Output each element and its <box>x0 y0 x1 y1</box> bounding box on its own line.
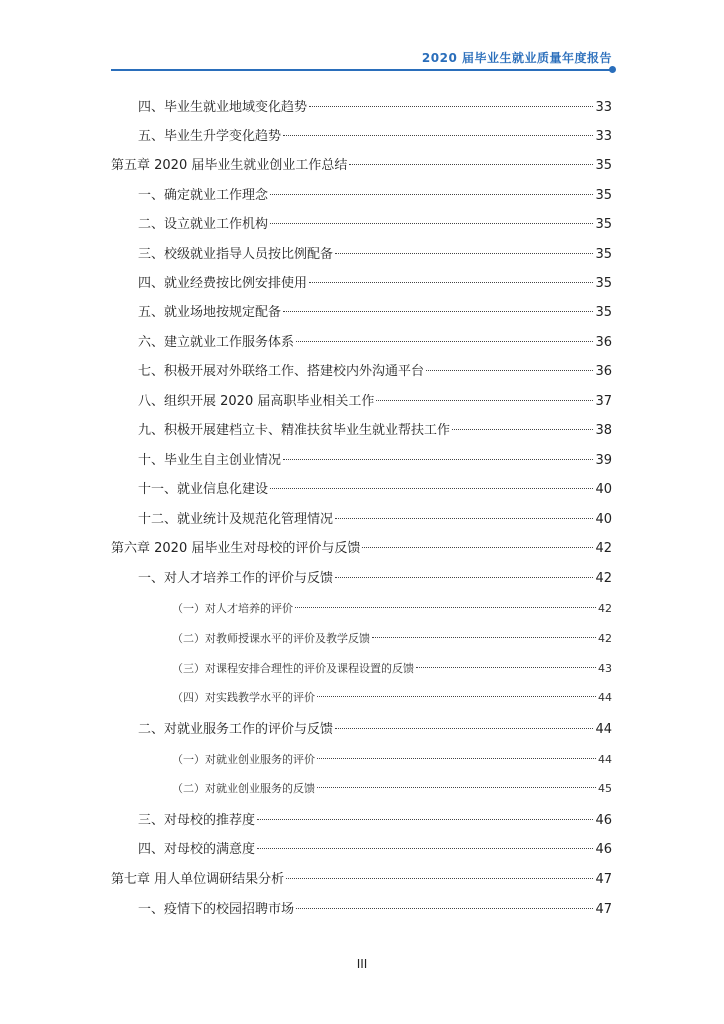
toc-entry-label: （一）对就业创业服务的评价 <box>172 753 315 766</box>
toc-entry-label: 十二、就业统计及规范化管理情况 <box>138 512 334 527</box>
toc-entry-page: 36 <box>595 335 612 350</box>
toc-entry[interactable] <box>138 360 612 379</box>
toc-entry-label: 四、毕业生就业地域变化趋势 <box>138 100 308 115</box>
toc-leader <box>309 106 593 107</box>
toc-entry-page: 36 <box>595 364 612 379</box>
toc-entry[interactable] <box>138 478 612 497</box>
toc-entry-page: 40 <box>595 482 612 497</box>
toc-entry[interactable] <box>111 868 612 887</box>
toc-entry-page: 46 <box>595 842 612 857</box>
toc-leader <box>270 194 593 195</box>
toc-leader <box>257 848 593 849</box>
toc-entry-page: 42 <box>598 632 612 645</box>
toc-entry-page: 42 <box>598 602 612 615</box>
toc-entry[interactable] <box>138 419 612 438</box>
toc-entry[interactable] <box>138 809 612 828</box>
toc-entry-page: 38 <box>595 423 612 438</box>
toc-leader <box>335 518 593 519</box>
toc-entry[interactable] <box>138 390 612 409</box>
toc-entry-page: 35 <box>595 247 612 262</box>
toc-entry-page: 35 <box>595 305 612 320</box>
toc-leader <box>372 637 596 638</box>
toc-leader <box>335 577 593 578</box>
toc-entry-label: 五、毕业生升学变化趋势 <box>138 129 282 144</box>
toc-leader <box>335 253 593 254</box>
toc-leader <box>416 667 596 668</box>
toc-entry-label: 四、对母校的满意度 <box>138 842 256 857</box>
toc-leader <box>317 758 596 759</box>
toc-entry-label: 一、疫情下的校园招聘市场 <box>138 902 295 917</box>
toc-entry-page: 37 <box>595 394 612 409</box>
toc-entry-page: 35 <box>595 276 612 291</box>
toc-entry-page: 39 <box>595 453 612 468</box>
toc-entry-label: （二）对就业创业服务的反馈 <box>172 782 315 795</box>
toc-entry-label: 四、就业经费按比例安排使用 <box>138 276 308 291</box>
toc-entry-label: 七、积极开展对外联络工作、搭建校内外沟通平台 <box>138 364 425 379</box>
toc-entry-page: 33 <box>595 100 612 115</box>
toc-entry-label: 第五章 2020 届毕业生就业创业工作总结 <box>111 158 348 173</box>
toc-entry-label: 二、对就业服务工作的评价与反馈 <box>138 722 334 737</box>
toc-leader <box>270 223 593 224</box>
toc-entry[interactable] <box>172 630 612 646</box>
toc-entry-page: 45 <box>598 782 612 795</box>
toc-entry[interactable] <box>138 96 612 115</box>
toc-entry-page: 43 <box>598 662 612 675</box>
toc-entry-page: 44 <box>598 753 612 766</box>
toc-entry-page: 35 <box>595 217 612 232</box>
toc-entry-page: 35 <box>595 158 612 173</box>
toc-leader <box>296 908 593 909</box>
toc-leader <box>362 547 593 548</box>
toc-entry-label: 三、对母校的推荐度 <box>138 813 256 828</box>
toc-entry[interactable] <box>138 718 612 737</box>
toc-entry[interactable] <box>172 689 612 705</box>
toc-leader <box>349 164 593 165</box>
toc-entry-page: 35 <box>595 188 612 203</box>
toc-entry[interactable] <box>138 567 612 586</box>
toc-entry[interactable] <box>172 751 612 767</box>
toc-entry[interactable] <box>138 508 612 527</box>
toc-entry-label: 第六章 2020 届毕业生对母校的评价与反馈 <box>111 541 361 556</box>
toc-entry-label: 三、校级就业指导人员按比例配备 <box>138 247 334 262</box>
toc-entry-label: （三）对课程安排合理性的评价及课程设置的反馈 <box>172 662 414 675</box>
toc-entry[interactable] <box>138 213 612 232</box>
toc-entry[interactable] <box>111 154 612 173</box>
toc-entry-label: 十一、就业信息化建设 <box>138 482 269 497</box>
toc-leader <box>283 459 593 460</box>
toc-entry-label: 五、就业场地按规定配备 <box>138 305 282 320</box>
toc-leader <box>309 282 593 283</box>
toc-entry-page: 42 <box>595 541 612 556</box>
toc-entry-label: 十、毕业生自主创业情况 <box>138 453 282 468</box>
toc-entry-page: 47 <box>595 872 612 887</box>
toc-entry-label: 二、设立就业工作机构 <box>138 217 269 232</box>
toc-entry-page: 33 <box>595 129 612 144</box>
toc-entry-label: 六、建立就业工作服务体系 <box>138 335 295 350</box>
toc-leader <box>296 341 593 342</box>
toc-entry-label: 九、积极开展建档立卡、精准扶贫毕业生就业帮扶工作 <box>138 423 451 438</box>
toc-leader <box>335 728 593 729</box>
toc-entry[interactable] <box>138 838 612 857</box>
toc-entry[interactable] <box>138 243 612 262</box>
toc-entry-label: 八、组织开展 2020 届高职毕业相关工作 <box>138 394 375 409</box>
toc-entry-label: 一、确定就业工作理念 <box>138 188 269 203</box>
toc-entry[interactable] <box>138 125 612 144</box>
toc-entry-page: 46 <box>595 813 612 828</box>
toc-entry[interactable] <box>138 184 612 203</box>
toc-entry-label: （一）对人才培养的评价 <box>172 602 293 615</box>
toc-leader <box>317 787 596 788</box>
toc-leader <box>295 607 596 608</box>
toc-entry[interactable] <box>138 898 612 917</box>
toc-entry-label: 一、对人才培养工作的评价与反馈 <box>138 571 334 586</box>
toc-leader <box>283 135 593 136</box>
toc-entry-page: 44 <box>598 691 612 704</box>
toc-entry-page: 47 <box>595 902 612 917</box>
toc-entry[interactable] <box>138 301 612 320</box>
toc-entry-label: 第七章 用人单位调研结果分析 <box>111 872 285 887</box>
toc-entry[interactable] <box>138 331 612 350</box>
toc-leader <box>376 400 593 401</box>
toc-entry[interactable] <box>172 780 612 796</box>
header-dot <box>609 66 616 73</box>
toc-leader <box>283 311 593 312</box>
toc-leader <box>317 696 596 697</box>
toc-entry-label: （二）对教师授课水平的评价及教学反馈 <box>172 632 370 645</box>
toc-entry[interactable] <box>138 449 612 468</box>
header-rule <box>111 69 612 71</box>
toc-leader <box>426 370 593 371</box>
toc-entry[interactable] <box>172 600 612 616</box>
toc-entry[interactable] <box>111 537 612 556</box>
toc-leader <box>270 488 593 489</box>
toc-leader <box>257 819 593 820</box>
toc-entry-page: 42 <box>595 571 612 586</box>
toc-entry-page: 40 <box>595 512 612 527</box>
header-title: 2020 届毕业生就业质量年度报告 <box>421 51 612 65</box>
toc-leader <box>286 878 593 879</box>
toc-entry[interactable] <box>138 272 612 291</box>
toc-entry[interactable] <box>172 660 612 676</box>
toc-leader <box>452 429 593 430</box>
page-number: III <box>356 957 368 971</box>
toc-entry-label: （四）对实践教学水平的评价 <box>172 691 315 704</box>
toc-entry-page: 44 <box>595 722 612 737</box>
